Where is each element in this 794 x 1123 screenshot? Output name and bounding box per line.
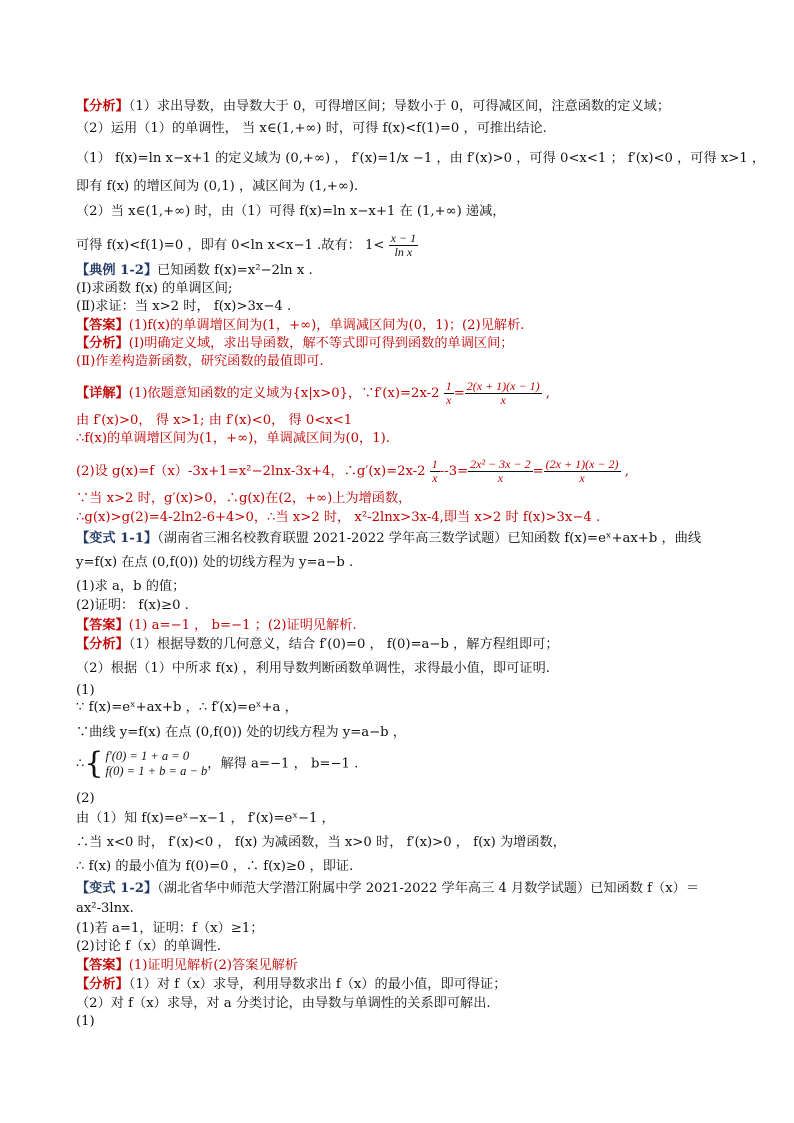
fraction-denominator: x — [500, 393, 506, 407]
line-text: 已知函数 f(x)=x²−2ln x . — [157, 263, 313, 278]
brace-symbol: { — [84, 746, 104, 781]
line-text: (1) a=−1 ， b=−1 ；(2)证明见解析. — [128, 618, 357, 633]
operator: = — [453, 386, 465, 401]
text-line — [76, 699, 754, 716]
equation-system-line — [76, 746, 754, 789]
line-text: (2)讨论 f（x）的单调性. — [76, 939, 221, 954]
line-text: （1）根据导数的几何意义，结合 f′(0)=0 ， f(0)=a−b ，解方程组即可； — [128, 637, 559, 652]
line-text: (Ⅰ)明确定义域，求出导函数，解不等式即可得到函数的单调区间； — [128, 336, 514, 351]
fraction — [468, 458, 532, 485]
line-text: (1)依题意知函数的定义域为{x|x>0}，∵f′(x)=2x-2 — [128, 386, 440, 401]
analysis-line — [76, 98, 754, 115]
text-line — [76, 298, 754, 315]
line-text: ax²-3lnx. — [76, 901, 134, 916]
fraction-denominator: ln x — [394, 245, 413, 259]
text-line — [76, 178, 754, 195]
line-text: （2）根据（1）中所求 f(x) ，利用导数判断函数单调性，求得最小值，即可证明. — [76, 661, 550, 676]
fraction-numerator: (2x + 1)(x − 2) — [545, 457, 619, 471]
line-text: 由 f′(x)>0， 得 x>1; 由 f′(x)<0， 得 0<x<1 — [76, 413, 353, 428]
text-line — [76, 810, 754, 827]
equation-system — [105, 749, 207, 779]
example-line — [76, 262, 754, 279]
line-text: (2)证明： f(x)≥0 . — [76, 598, 189, 613]
line-text: (Ⅱ)求证：当 x>2 时， f(x)>3x−4 . — [76, 299, 292, 314]
analysis-line — [76, 976, 754, 993]
section-tag: 【变式 1-1】 — [76, 531, 158, 546]
operator: --3= — [439, 464, 469, 479]
text-line — [76, 858, 754, 875]
text-line — [76, 834, 754, 851]
fraction — [430, 458, 440, 485]
text-line — [76, 724, 754, 741]
text-line — [76, 578, 754, 595]
line-text: ∵ f(x)=eˣ+ax+b ，∴ f′(x)=eˣ+a ， — [76, 700, 298, 715]
text-line — [76, 120, 754, 137]
text-line — [76, 458, 754, 485]
line-text: (1)求 a，b 的值； — [76, 579, 186, 594]
equation-row: f(0) = 1 + b = a − b — [105, 764, 208, 778]
section-tag: 【变式 1-2】 — [76, 881, 158, 896]
line-text: （2）对 f（x）求导，对 a 分类讨论，由导数与单调性的关系即可解出. — [76, 996, 491, 1011]
line-text: (1)若 a=1，证明：f（x）≥1； — [76, 921, 264, 936]
line-text: 由（1）知 f(x)=eˣ−x−1 ， f′(x)=eˣ−1 ， — [76, 811, 335, 826]
fraction-numerator: 1 — [445, 379, 452, 393]
line-text: 可得 f(x)<f(1)=0 ，即有 0<ln x<x−1 .故有： 1< — [76, 238, 385, 253]
fraction-denominator: x — [432, 471, 438, 485]
line-text: (Ⅰ)求函数 f(x) 的单调区间; — [76, 281, 233, 296]
variant-line — [76, 530, 754, 547]
text-line — [76, 790, 754, 807]
section-tag: 【分析】 — [76, 336, 129, 351]
fraction-numerator: 2(x + 1)(x − 1) — [466, 379, 540, 393]
line-text: （湖北省华中师范大学潜江附属中学 2021-2022 学年高三 4 月数学试题）已知函数 f（x）＝ — [157, 881, 700, 896]
text-line — [76, 660, 754, 677]
text-line — [76, 490, 754, 507]
line-text: (2) — [76, 791, 95, 806]
fraction — [544, 458, 621, 485]
text-line — [76, 1013, 754, 1030]
analysis-line — [76, 335, 754, 352]
section-tag: 【分析】 — [76, 99, 129, 114]
line-text: （1）对 f（x）求导，利用导数求出 f（x）的最小值，即可得证； — [128, 977, 507, 992]
line-text: (1)f(x)的单调增区间为(1，+∞)，单调减区间为(0，1)；(2)见解析. — [128, 318, 525, 333]
line-text: （2）当 x∈(1,+∞) 时，由（1）可得 f(x)=ln x−x+1 在 (1,+∞) 递减， — [76, 204, 506, 219]
line-text: (Ⅱ)作差构造新函数，研究函数的最值即可. — [76, 354, 324, 369]
line-text: (1)证明见解析(2)答案见解析 — [128, 958, 298, 973]
section-tag: 【分析】 — [76, 637, 129, 652]
line-text: （1）求出导数，由导数大于 0，可得增区间；导数小于 0，可得减区间，注意函数的定义域； — [128, 99, 671, 114]
text-line — [76, 509, 754, 526]
line-text: (1) — [76, 683, 95, 698]
line-text: ∴g(x)>g(2)=4-2ln2-6+4>0，∴当 x>2 时， x²-2lnx>3x-4,即当 x>2 时 f(x)>3x−4 . — [76, 510, 601, 525]
line-text: ∵当 x>2 时，g′(x)>0，∴g(x)在(2，+∞)上为增函数， — [76, 491, 412, 506]
fraction — [444, 380, 454, 407]
fraction-numerator: 1 — [431, 457, 438, 471]
text-line — [76, 150, 766, 167]
text-line — [76, 900, 754, 917]
fraction-numerator: x − 1 — [390, 231, 417, 245]
text-line — [76, 430, 754, 447]
line-text: ∴f(x)的单调增区间为(1，+∞)，单调减区间为(0，1). — [76, 431, 390, 446]
section-tag: 【答案】 — [76, 618, 129, 633]
fraction — [465, 380, 542, 407]
section-tag: 【答案】 — [76, 318, 129, 333]
text-line — [76, 554, 754, 571]
line-text: ∵曲线 y=f(x) 在点 (0,f(0)) 处的切线方程为 y=a−b ， — [76, 725, 406, 740]
line-text: （湖南省三湘名校教育联盟 2021-2022 学年高三数学试题）已知函数 f(x)=eˣ+ax+b ，曲线 — [157, 531, 702, 546]
text-line — [76, 682, 754, 699]
fraction-numerator: 2x² − 3x − 2 — [470, 457, 531, 471]
text-line — [76, 412, 754, 429]
line-text: y=f(x) 在点 (0,f(0)) 处的切线方程为 y=a−b . — [76, 555, 354, 570]
operator: = — [532, 464, 544, 479]
punctuation: , — [541, 386, 550, 401]
text-line — [76, 203, 754, 220]
text-line — [76, 995, 754, 1012]
fraction-denominator: x — [579, 471, 585, 485]
line-text: （2）运用（1）的单调性， 当 x∈(1,+∞) 时，可得 f(x)<f(1)=0 ，可推出结论. — [76, 121, 547, 136]
variant-line — [76, 880, 754, 897]
answer-line — [76, 957, 754, 974]
answer-line — [76, 617, 754, 634]
line-text: ，解得 a=−1 ， b=−1 . — [207, 756, 359, 772]
text-line — [76, 597, 754, 614]
line-text: (2)设 g(x)=f（x）-3x+1=x²−2lnx-3x+4，∴g′(x)=2x-2 — [76, 464, 426, 479]
line-text: （1） f(x)=ln x−x+1 的定义域为 (0,+∞) ， f′(x)=1/x −1 ，由 f′(x)>0 ，可得 0<x<1 ； f′(x)<0 ，可得 x>1 ， — [76, 151, 766, 166]
analysis-line — [76, 636, 754, 653]
text-line — [76, 353, 754, 370]
line-text: ∴ f(x) 的最小值为 f(0)=0 ，∴ f(x)≥0 ，即证. — [76, 859, 354, 874]
section-tag: 【答案】 — [76, 958, 129, 973]
fraction-denominator: x — [446, 393, 452, 407]
section-tag: 【分析】 — [76, 977, 129, 992]
answer-line — [76, 317, 754, 334]
fraction — [389, 232, 418, 259]
fraction-denominator: x — [497, 471, 504, 485]
detail-line — [76, 380, 754, 407]
equation-row: f′(0) = 1 + a = 0 — [105, 749, 190, 763]
text-line — [76, 232, 754, 259]
section-tag: 【典例 1-2】 — [76, 263, 158, 278]
therefore-symbol: ∴ — [76, 756, 85, 772]
punctuation: , — [620, 464, 629, 479]
line-text: 即有 f(x) 的增区间为 (0,1) ，减区间为 (1,+∞). — [76, 179, 359, 194]
text-line — [76, 280, 754, 297]
line-text: (1) — [76, 1014, 95, 1029]
text-line — [76, 938, 754, 955]
text-line — [76, 920, 754, 937]
line-text: ∴当 x<0 时， f′(x)<0 ， f(x) 为减函数，当 x>0 时， f′(x)>0 ， f(x) 为增函数， — [76, 835, 566, 850]
section-tag: 【详解】 — [76, 386, 129, 401]
